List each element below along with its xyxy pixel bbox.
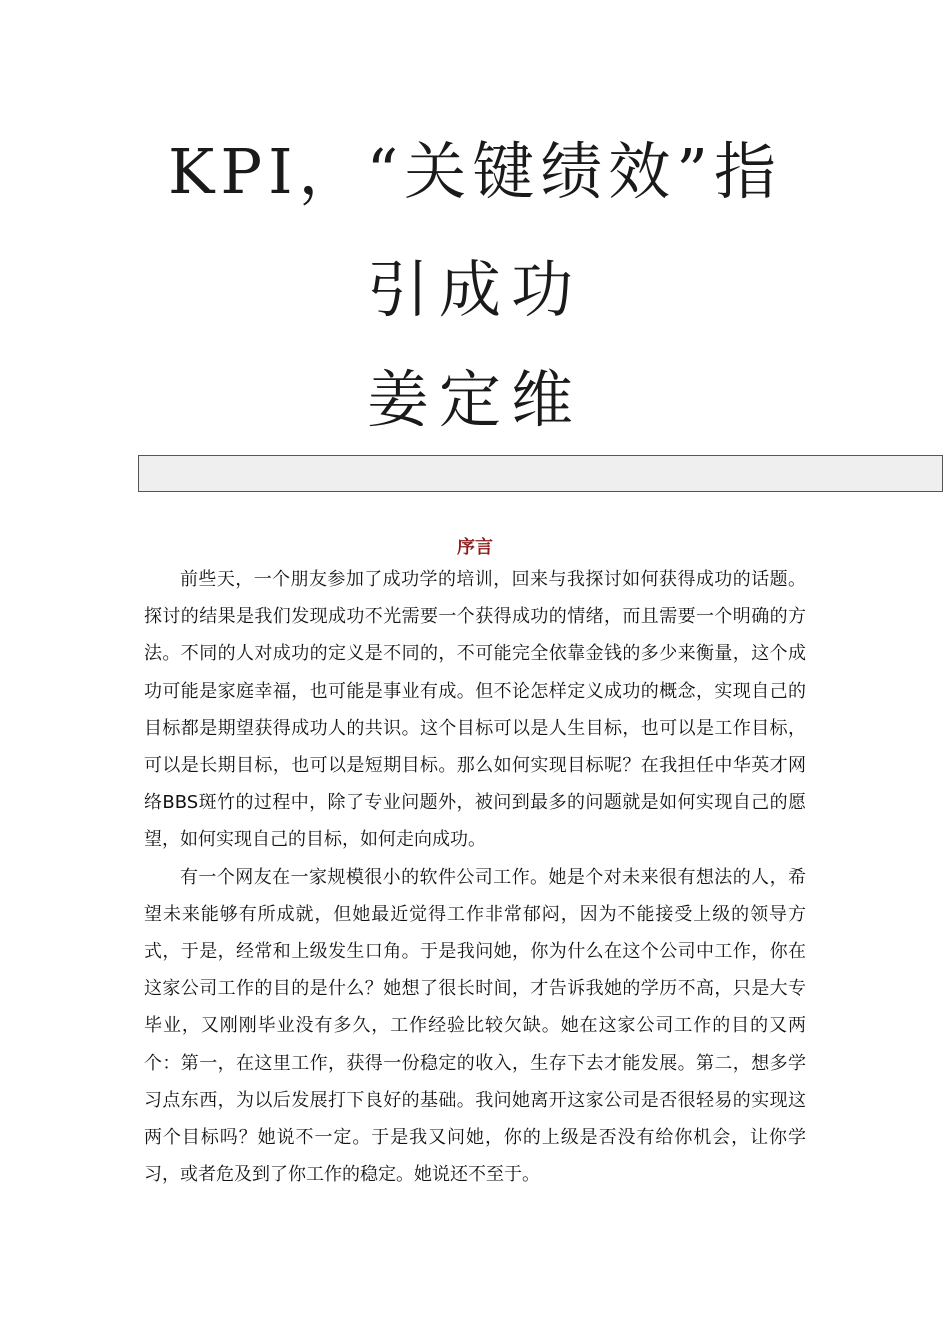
empty-banner-box bbox=[138, 455, 943, 492]
author-name: 姜定维 bbox=[366, 363, 583, 436]
document-title-line-2: 引成功 bbox=[366, 253, 583, 326]
paragraph: 有一个网友在一家规模很小的软件公司工作。她是个对未来很有想法的人，希望未来能够有所成就，但她最近觉得工作非常郁闷，因为不能接受上级的领导方式，于是，经常和上级发生口角。于是我问她，你为什么在这个公司中工作，你在这家公司工作的目的是什么？她想了很长时间，才告诉我她的学历不高，只是大专毕业，又刚刚毕业没有多久，工作经验比较欠缺。她在这家公司工作的目的又两个：第一，在这里工作，获得一份稳定的收入，生存下去才能发展。第二，想多学习点东西，为以后发展打下良好的基础。我问她离开这家公司是否很轻易的实现这两个目标吗？她说不一定。于是我又问她，你的上级是否没有给你机会，让你学习，或者危及到了你工作的稳定。她说还不至于。 bbox=[144, 866, 806, 1186]
paragraph: 前些天，一个朋友参加了成功学的培训，回来与我探讨如何获得成功的话题。探讨的结果是我们发现成功不光需要一个获得成功的情绪，而且需要一个明确的方法。不同的人对成功的定义是不同的，不可能完全依靠金钱的多少来衡量，这个成功可能是家庭幸福，也可能是事业有成。但不论怎样定义成功的概念，实现自己的目标都是期望获得成功人的共识。这个目标可以是人生目标，也可以是工作目标，可以是长期目标，也可以是短期目标。那么如何实现目标呢？在我担任中华英才网络BBS斑竹的过程中，除了专业问题外，被问到最多的问题就是如何实现自己的愿望，如何实现自己的目标，如何走向成功。 bbox=[144, 569, 806, 851]
body-text bbox=[144, 561, 806, 1193]
document-title-line-1: KPI，“关键绩效”指 bbox=[168, 135, 782, 208]
section-heading: 序言 bbox=[457, 537, 493, 558]
